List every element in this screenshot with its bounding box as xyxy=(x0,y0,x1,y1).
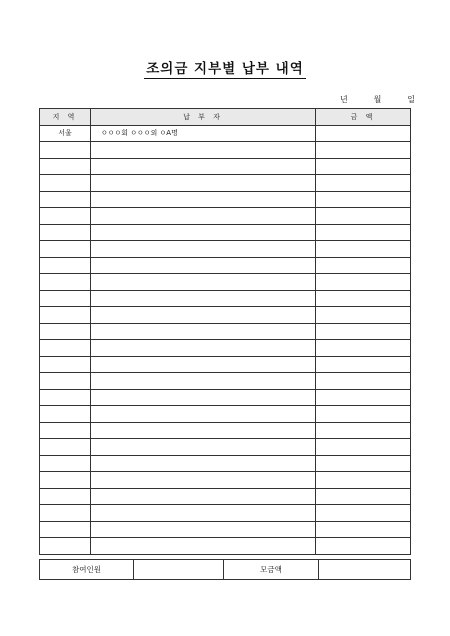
payer-cell[interactable] xyxy=(91,406,316,423)
amount-cell[interactable] xyxy=(316,340,411,357)
table-row xyxy=(40,158,411,175)
amount-cell[interactable] xyxy=(316,224,411,241)
table-row xyxy=(40,521,411,538)
table-row xyxy=(40,241,411,258)
amount-header: 금 액 xyxy=(316,109,411,126)
amount-cell[interactable] xyxy=(316,323,411,340)
region-cell[interactable] xyxy=(40,257,91,274)
date-day-label: 일 xyxy=(407,95,415,104)
date-line xyxy=(340,94,415,105)
payer-cell[interactable] xyxy=(91,521,316,538)
region-cell[interactable] xyxy=(40,389,91,406)
payer-cell[interactable] xyxy=(91,472,316,489)
amount-cell[interactable] xyxy=(316,356,411,373)
region-cell[interactable] xyxy=(40,175,91,192)
region-cell[interactable] xyxy=(40,521,91,538)
payer-cell[interactable] xyxy=(91,274,316,291)
summary-table xyxy=(39,559,411,580)
total-amount-label: 모금액 xyxy=(224,560,319,580)
table-row xyxy=(40,274,411,291)
table-row xyxy=(40,389,411,406)
amount-cell[interactable] xyxy=(316,389,411,406)
amount-cell[interactable] xyxy=(316,191,411,208)
table-row xyxy=(40,455,411,472)
document-title-wrap xyxy=(0,57,450,79)
region-cell[interactable] xyxy=(40,505,91,522)
amount-cell[interactable] xyxy=(316,472,411,489)
table-row xyxy=(40,505,411,522)
amount-cell[interactable] xyxy=(316,455,411,472)
table-row xyxy=(40,373,411,390)
table-row xyxy=(40,290,411,307)
amount-cell[interactable] xyxy=(316,439,411,456)
table-row xyxy=(40,406,411,423)
payer-cell[interactable] xyxy=(91,257,316,274)
payer-cell[interactable] xyxy=(91,323,316,340)
participants-label: 참여인원 xyxy=(40,560,134,580)
payer-cell[interactable] xyxy=(91,307,316,324)
amount-cell[interactable] xyxy=(316,373,411,390)
amount-cell[interactable] xyxy=(316,125,411,142)
payer-cell[interactable] xyxy=(91,389,316,406)
payer-cell[interactable] xyxy=(91,224,316,241)
region-cell[interactable] xyxy=(40,538,91,555)
payer-cell[interactable] xyxy=(91,158,316,175)
payer-cell[interactable] xyxy=(91,142,316,159)
payer-cell[interactable] xyxy=(91,340,316,357)
payer-cell[interactable] xyxy=(91,208,316,225)
date-year-label: 년 xyxy=(340,95,348,104)
region-cell[interactable] xyxy=(40,274,91,291)
amount-cell[interactable] xyxy=(316,521,411,538)
amount-cell[interactable] xyxy=(316,538,411,555)
payer-cell[interactable] xyxy=(91,241,316,258)
table-row xyxy=(40,257,411,274)
region-cell[interactable] xyxy=(40,307,91,324)
payment-table-body xyxy=(40,125,411,554)
amount-cell[interactable] xyxy=(316,158,411,175)
amount-cell[interactable] xyxy=(316,257,411,274)
region-cell[interactable] xyxy=(40,241,91,258)
total-amount-value[interactable] xyxy=(319,560,411,580)
table-row xyxy=(40,125,411,142)
table-row xyxy=(40,472,411,489)
payer-cell[interactable] xyxy=(91,455,316,472)
payer-cell[interactable] xyxy=(91,439,316,456)
date-month-label: 월 xyxy=(373,95,382,104)
payer-cell[interactable] xyxy=(91,488,316,505)
region-cell[interactable] xyxy=(40,422,91,439)
region-cell[interactable] xyxy=(40,340,91,357)
region-cell[interactable] xyxy=(40,455,91,472)
region-cell[interactable] xyxy=(40,290,91,307)
payer-cell[interactable] xyxy=(91,191,316,208)
document-title: 조의금 지부별 납부 내역 xyxy=(144,57,306,79)
region-cell[interactable] xyxy=(40,488,91,505)
table-row xyxy=(40,439,411,456)
table-row xyxy=(40,307,411,324)
table-row xyxy=(40,422,411,439)
region-cell[interactable] xyxy=(40,191,91,208)
table-row xyxy=(40,323,411,340)
payer-cell[interactable] xyxy=(91,422,316,439)
region-cell[interactable] xyxy=(40,208,91,225)
payment-table xyxy=(39,108,411,555)
region-cell[interactable] xyxy=(40,373,91,390)
table-row xyxy=(40,224,411,241)
table-row xyxy=(40,538,411,555)
payer-cell[interactable] xyxy=(91,356,316,373)
payer-cell[interactable]: ㅇㅇㅇ회 ㅇㅇㅇ외 ㅇA명 xyxy=(91,125,316,142)
payer-cell[interactable] xyxy=(91,538,316,555)
region-cell[interactable] xyxy=(40,356,91,373)
payer-cell[interactable] xyxy=(91,175,316,192)
amount-cell[interactable] xyxy=(316,290,411,307)
table-row xyxy=(40,142,411,159)
region-cell[interactable] xyxy=(40,158,91,175)
region-cell[interactable] xyxy=(40,406,91,423)
amount-cell[interactable] xyxy=(316,241,411,258)
region-cell[interactable] xyxy=(40,142,91,159)
payer-cell[interactable] xyxy=(91,373,316,390)
amount-cell[interactable] xyxy=(316,307,411,324)
participants-value[interactable] xyxy=(134,560,224,580)
region-cell[interactable] xyxy=(40,439,91,456)
amount-cell[interactable] xyxy=(316,505,411,522)
amount-cell[interactable] xyxy=(316,175,411,192)
region-cell[interactable] xyxy=(40,224,91,241)
table-row xyxy=(40,175,411,192)
region-cell[interactable] xyxy=(40,323,91,340)
amount-cell[interactable] xyxy=(316,142,411,159)
payer-cell[interactable] xyxy=(91,505,316,522)
table-row xyxy=(40,340,411,357)
region-cell[interactable]: 서울 xyxy=(40,125,91,142)
amount-cell[interactable] xyxy=(316,406,411,423)
table-row xyxy=(40,356,411,373)
amount-cell[interactable] xyxy=(316,274,411,291)
table-row xyxy=(40,208,411,225)
amount-cell[interactable] xyxy=(316,208,411,225)
table-row xyxy=(40,191,411,208)
payer-cell[interactable] xyxy=(91,290,316,307)
amount-cell[interactable] xyxy=(316,488,411,505)
payer-header: 납 부 자 xyxy=(91,109,316,126)
amount-cell[interactable] xyxy=(316,422,411,439)
table-row xyxy=(40,488,411,505)
region-header: 지 역 xyxy=(40,109,91,126)
region-cell[interactable] xyxy=(40,472,91,489)
